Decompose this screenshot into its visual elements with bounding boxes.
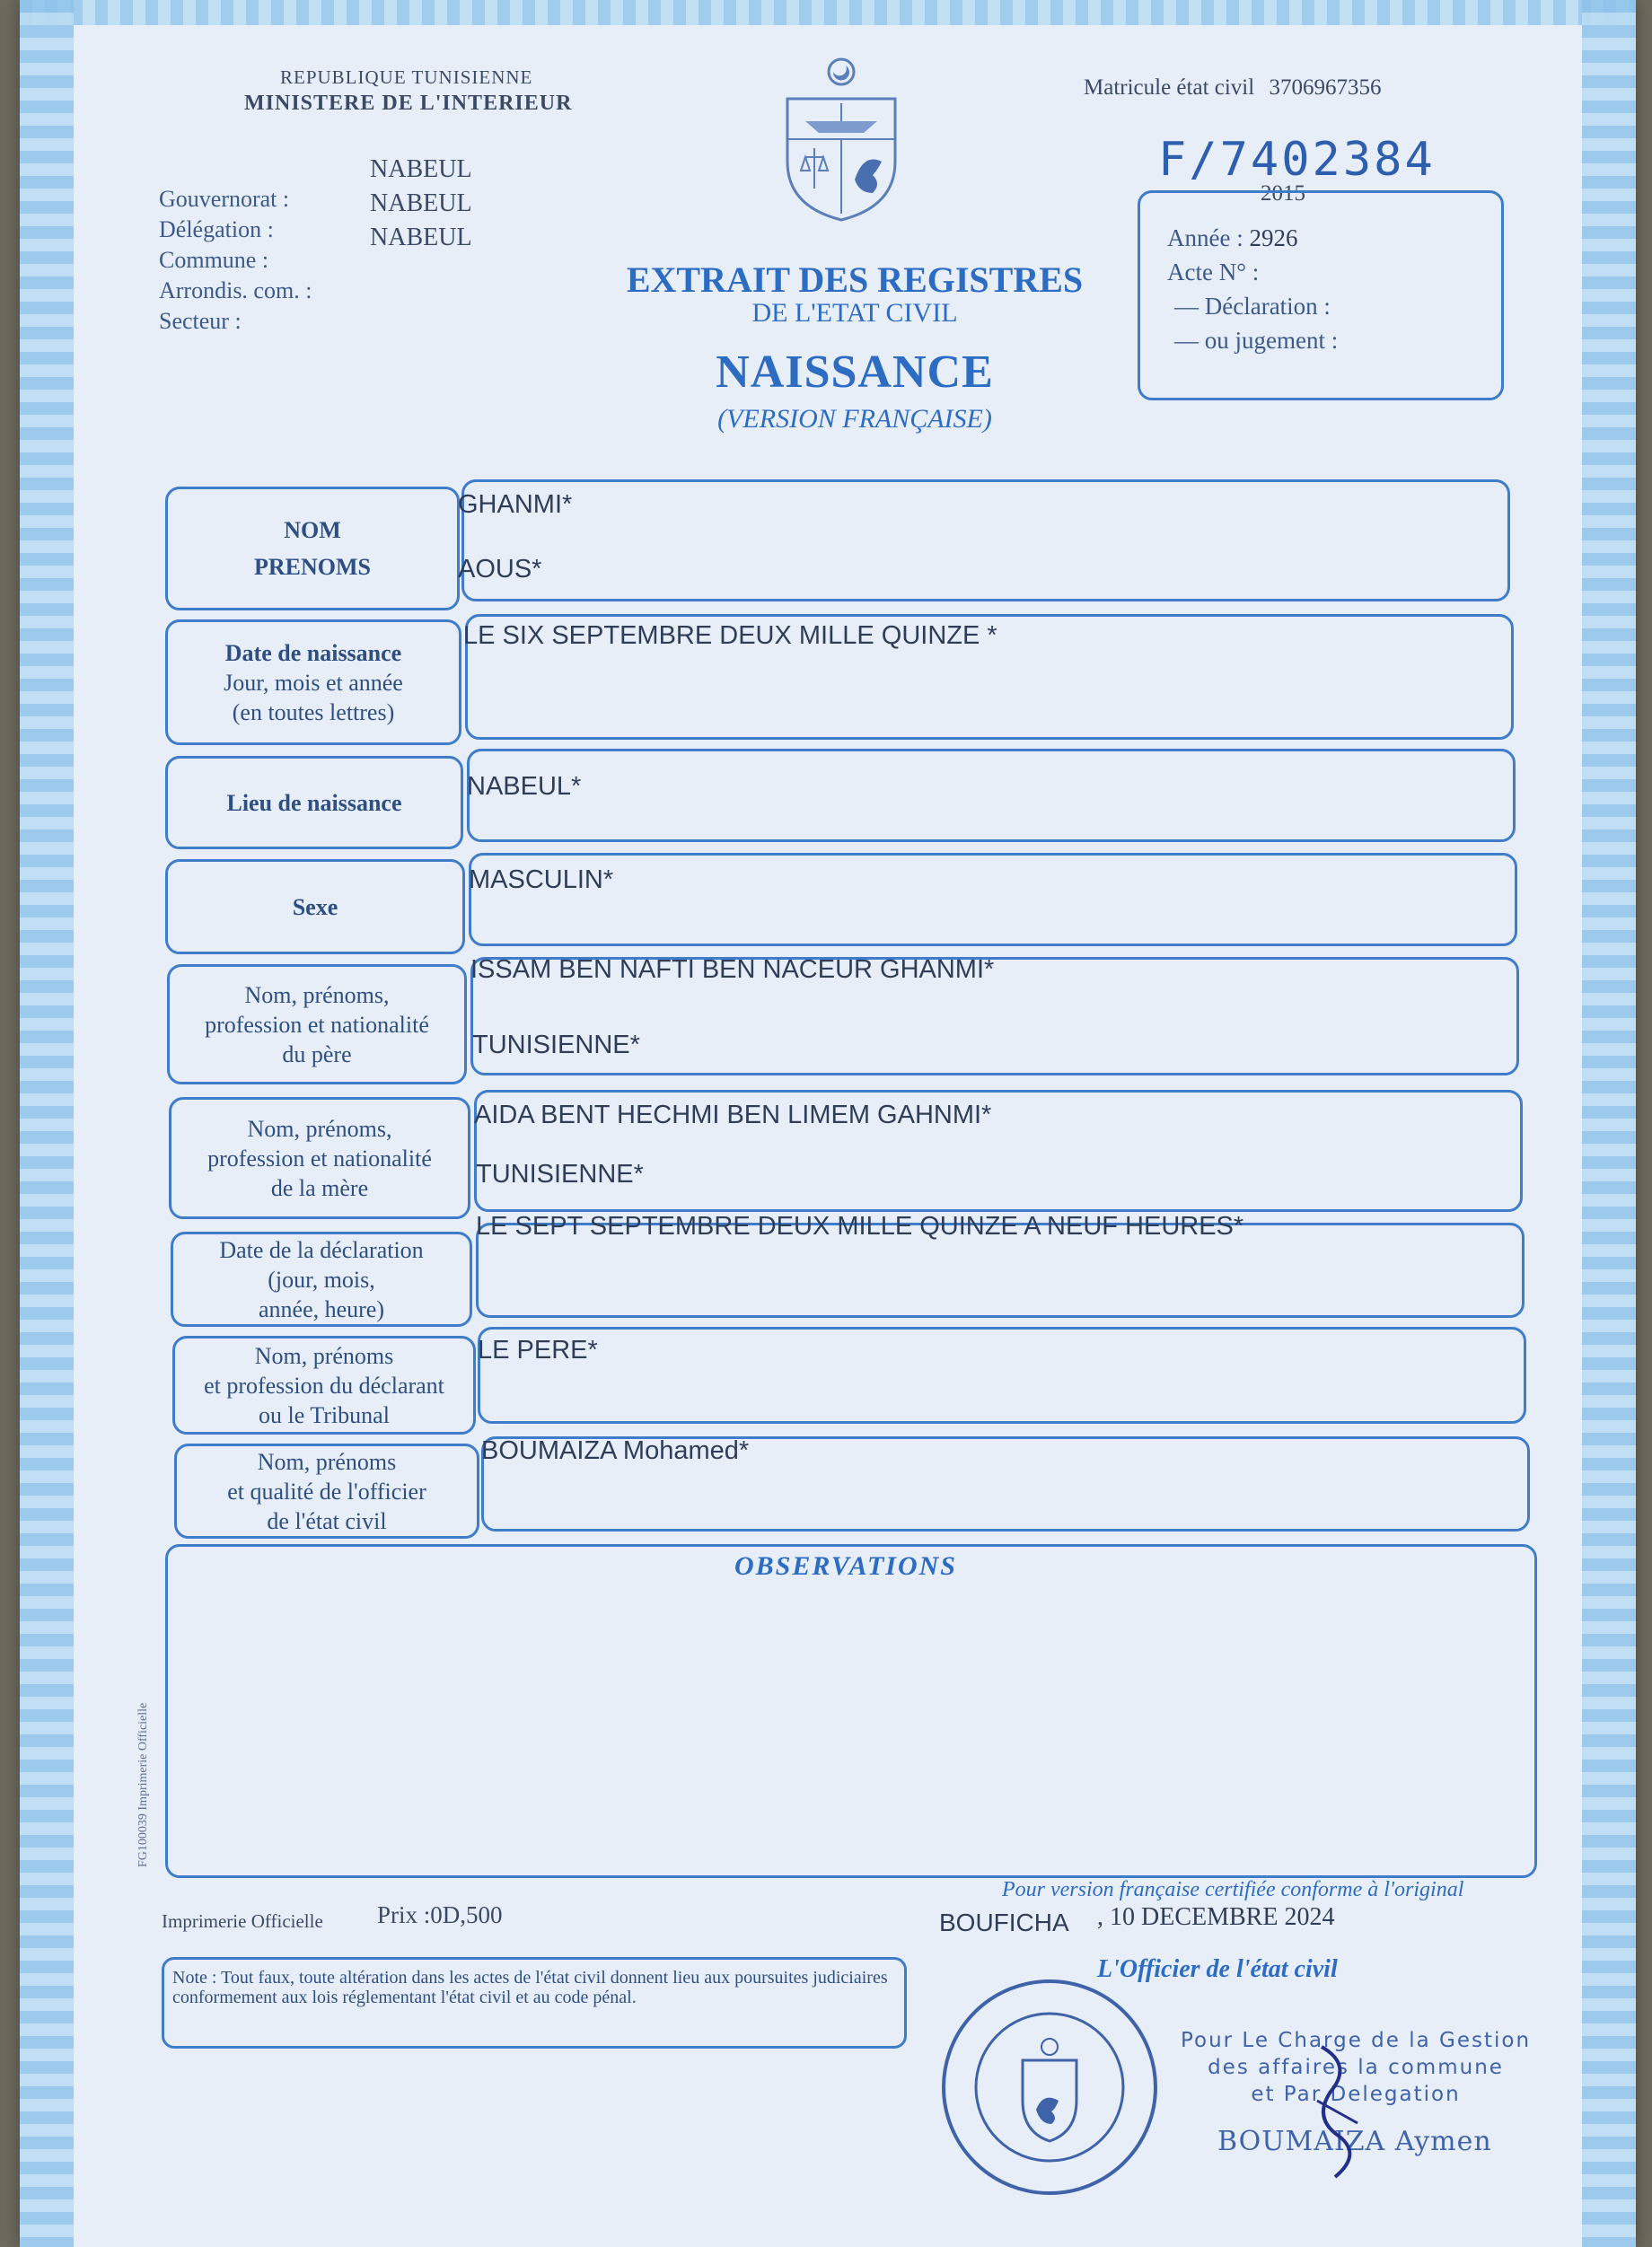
year-stamp: 2015	[1261, 181, 1305, 206]
row-value-sexe	[469, 853, 1517, 946]
mere-label-1: Nom, prénoms,	[247, 1115, 392, 1142]
arrondissement-label: Arrondis. com. :	[159, 277, 312, 303]
pere-label-3: du père	[282, 1040, 352, 1067]
price-label: Prix :0D,500	[377, 1901, 503, 1928]
place-value: BOUFICHA	[939, 1909, 1069, 1936]
ministry-label: MINISTERE DE L'INTERIEUR	[244, 92, 573, 115]
row-label-declarant	[172, 1336, 476, 1435]
jugement-label: — ou jugement :	[1174, 327, 1339, 354]
lieu-naissance-label: Lieu de naissance	[226, 789, 402, 816]
location-labels	[159, 184, 312, 337]
document-type: NAISSANCE	[716, 347, 994, 398]
stamp-officer-name: BOUMAIZA Aymen	[1217, 2126, 1492, 2157]
commune-label: Commune :	[159, 247, 269, 273]
side-print-code: FG100039 Imprimerie Officielle	[136, 1702, 150, 1867]
row-label-date-naissance	[165, 619, 461, 745]
stamp-line-2: des affaires la commune	[1208, 2056, 1504, 2079]
delegation-label: Délégation :	[159, 216, 274, 242]
mere-label-3: de la mère	[270, 1174, 369, 1201]
row-value-lieu-naissance	[467, 749, 1516, 842]
pere-label-2: profession et nationalité	[205, 1011, 429, 1038]
acte-number-label: Acte N° :	[1167, 259, 1260, 285]
annee-value: 2926	[1249, 224, 1298, 251]
delegation-value: NABEUL	[370, 189, 472, 217]
declaration-label-1: Date de la déclaration	[219, 1236, 424, 1263]
sexe-label: Sexe	[292, 893, 338, 920]
observations-box	[165, 1544, 1537, 1878]
matricule	[1084, 75, 1381, 101]
matricule-label: Matricule état civil	[1084, 75, 1255, 100]
pere-nationality-value: TUNISIENNE*	[472, 1031, 640, 1059]
prenoms-value: AOUS*	[458, 555, 542, 584]
decorative-border-top	[20, 0, 1636, 25]
date-naissance-value: LE SIX SEPTEMBRE DEUX MILLE QUINZE *	[463, 621, 997, 650]
mere-name-value: AIDA BENT HECHMI BEN LIMEM GAHNMI*	[474, 1101, 992, 1129]
pere-name-value: ISSAM BEN NAFTI BEN NACEUR GHANMI*	[470, 955, 995, 984]
signature-icon	[1304, 2038, 1375, 2186]
row-label-officier	[174, 1444, 479, 1539]
officer-title: L'Officier de l'état civil	[1097, 1955, 1338, 1983]
document-subtitle: DE L'ETAT CIVIL	[751, 298, 958, 328]
matricule-value: 3706967356	[1269, 75, 1382, 100]
gouvernorat-value: NABEUL	[370, 155, 472, 183]
declarant-label-2: et profession du déclarant	[204, 1372, 444, 1399]
birth-certificate-paper	[20, 0, 1636, 2247]
date-naissance-label: Date de naissance	[224, 639, 402, 666]
decorative-border-left	[20, 0, 74, 2247]
row-label-mere	[169, 1097, 470, 1219]
observations-title: OBSERVATIONS	[734, 1551, 957, 1581]
lieu-naissance-value: NABEUL*	[467, 772, 582, 801]
document-title: EXTRAIT DES REGISTRES	[626, 259, 1084, 300]
pere-label-1: Nom, prénoms,	[244, 981, 390, 1008]
date-naissance-sublabel: Jour, mois et année	[224, 669, 403, 696]
coat-of-arms-icon	[774, 54, 909, 229]
republic-label: REPUBLIQUE TUNISIENNE	[280, 66, 533, 88]
declaration-label: — Déclaration :	[1174, 293, 1331, 320]
declarant-value: LE PERE*	[478, 1336, 598, 1365]
row-value-declarant	[478, 1327, 1526, 1424]
row-label-date-declaration	[171, 1232, 472, 1327]
imprimerie-label: Imprimerie Officielle	[162, 1910, 323, 1932]
stamp-line-1: Pour Le Charge de la Gestion	[1180, 2029, 1532, 2052]
row-label-pere	[167, 964, 467, 1084]
date-naissance-sublabel-2: (en toutes lettres)	[232, 698, 395, 725]
secteur-label: Secteur :	[159, 308, 242, 334]
sexe-value: MASCULIN*	[469, 865, 614, 894]
row-label-nom-prenoms	[165, 487, 460, 610]
declaration-label-2: (jour, mois,	[268, 1266, 375, 1293]
row-label-lieu-naissance	[165, 756, 463, 849]
serial-number: F/7402384	[1158, 133, 1436, 187]
prenoms-label: PRENOMS	[254, 554, 371, 580]
decorative-border-right	[1582, 0, 1636, 2247]
gouvernorat-label: Gouvernorat :	[159, 186, 290, 212]
legal-note-text: Note : Tout faux, toute altération dans les actes de l'état civil donnent lieu aux poursuites judiciaires conformement aux lois réglementant l'état civil et au code pénal.	[172, 1968, 888, 2007]
date-value: , 10 DECEMBRE 2024	[1097, 1903, 1335, 1931]
commune-value: NABEUL	[370, 224, 472, 251]
annee-label: Année :	[1167, 224, 1243, 251]
document-version: (VERSION FRANÇAISE)	[717, 404, 992, 434]
round-seal-icon	[937, 1975, 1162, 2204]
declarant-label-1: Nom, prénoms	[254, 1342, 394, 1369]
stamp-line-3: et Par Delegation	[1251, 2083, 1461, 2106]
declarant-label-3: ou le Tribunal	[259, 1401, 390, 1428]
declaration-label-3: année, heure)	[258, 1295, 385, 1322]
officier-label-1: Nom, prénoms	[257, 1448, 397, 1475]
mere-label-2: profession et nationalité	[207, 1145, 432, 1172]
acte-fields	[1167, 221, 1338, 357]
date-declaration-value: LE SEPT SEPTEMBRE DEUX MILLE QUINZE A NEUF HEURES*	[476, 1212, 1244, 1241]
location-values	[370, 153, 472, 255]
certified-conform-text: Pour version française certifiée conforme à l'original	[1002, 1878, 1464, 1901]
officier-label-2: et qualité de l'officier	[227, 1478, 426, 1505]
mere-nationality-value: TUNISIENNE*	[476, 1160, 644, 1189]
officier-value: BOUMAIZA Mohamed*	[481, 1436, 750, 1465]
row-value-nom-prenoms	[461, 479, 1510, 601]
row-label-sexe	[165, 859, 465, 954]
officier-label-3: de l'état civil	[267, 1507, 387, 1534]
nom-value: GHANMI*	[458, 490, 573, 519]
nom-label: NOM	[284, 517, 341, 543]
